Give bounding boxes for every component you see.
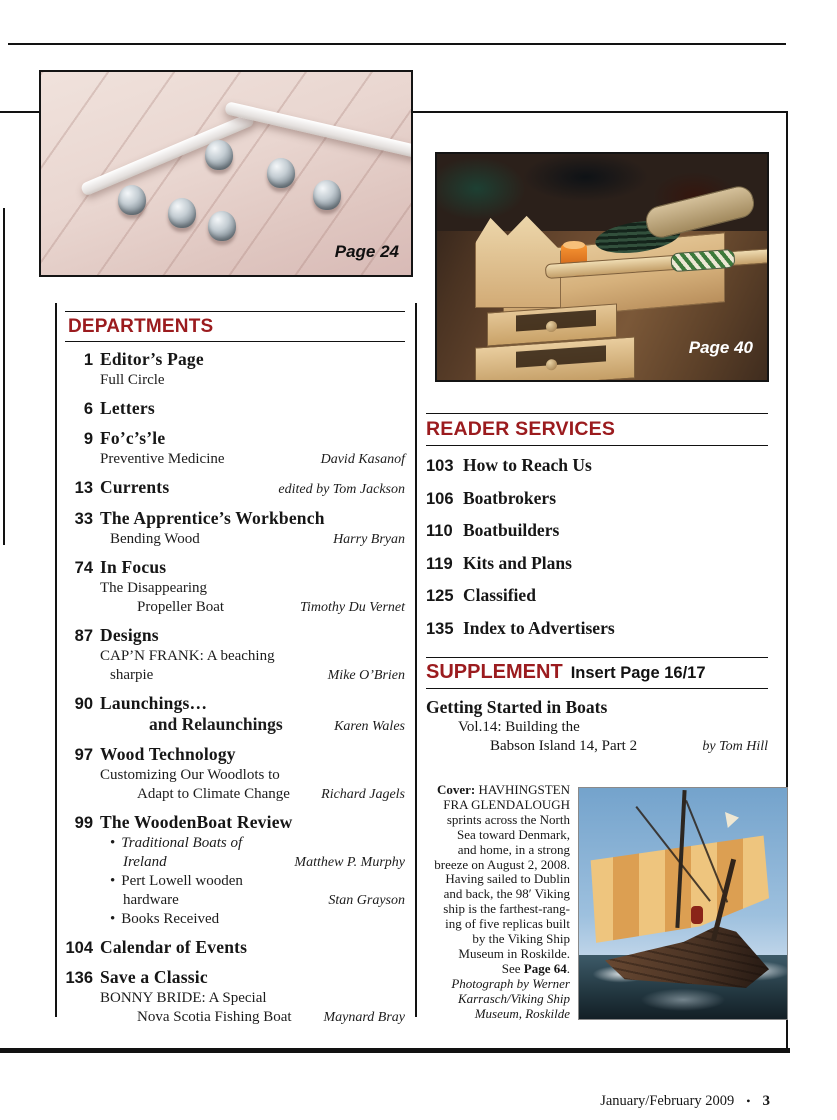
- entry-sublines: [100, 715, 405, 736]
- toc-entry-head: [65, 937, 405, 959]
- entry-subline: [100, 910, 405, 929]
- toc-entry: [65, 967, 405, 1027]
- masthead-flag: [725, 812, 739, 828]
- toc-entry: [65, 349, 405, 390]
- entry-subtitle: Adapt to Climate Change: [137, 786, 290, 802]
- cover-line: FRA GLENDALOUGH: [443, 796, 570, 812]
- entry-title: The WoodenBoat Review: [100, 812, 293, 832]
- toc-entry-head: [65, 557, 405, 579]
- page-footer: [600, 1093, 770, 1110]
- entry-page-number: 135: [426, 619, 454, 638]
- entry-page-number: 1: [83, 351, 93, 369]
- entry-subline: [100, 785, 405, 804]
- supplement-feature-title: Getting Started in Boats: [426, 697, 608, 717]
- toc-entry: [65, 937, 405, 959]
- issue-date: January/February 2009: [600, 1093, 735, 1109]
- entry-page-number: 6: [83, 400, 93, 418]
- entry-sublines: [100, 579, 405, 617]
- entry-title: Designs: [100, 625, 159, 645]
- entry-subtitle: Books Received: [121, 911, 220, 927]
- toc-entry-head: [65, 744, 405, 766]
- entry-subline: [426, 737, 768, 757]
- entry-author: Timothy Du Vernet: [300, 600, 405, 615]
- cover-page-ref: Page 64: [523, 960, 567, 976]
- entry-title: Letters: [100, 398, 155, 418]
- entry-subline: [100, 766, 405, 785]
- entry-sublines: [100, 834, 405, 929]
- page-number: 3: [762, 1093, 770, 1109]
- entry-subline: [100, 579, 405, 598]
- entry-page-number: 74: [74, 559, 93, 577]
- toc-entry-head: [65, 693, 405, 715]
- supplement-section: [417, 657, 788, 756]
- cover-line: breeze on August 2, 2008.: [434, 856, 570, 872]
- acorn-nut: [267, 158, 295, 188]
- supplement-insert-note: Insert Page 16/17: [570, 664, 706, 682]
- entry-sublines: [100, 371, 405, 390]
- departments-section: [55, 303, 417, 1025]
- entry-author: Stan Grayson: [328, 893, 405, 908]
- cover-line: Sea toward Denmark,: [457, 826, 570, 842]
- toc-entry-head: [65, 508, 405, 530]
- cover-credit-line: Museum, Roskilde: [474, 1005, 570, 1021]
- entry-subtitle: Traditional Boats of: [121, 835, 243, 851]
- entry-subtitle: and Relaunchings: [149, 714, 283, 734]
- entry-subline: [100, 666, 405, 685]
- entry-subline: [100, 450, 405, 469]
- bullet-separator-icon: •: [746, 1094, 751, 1108]
- photo-caption-page-24: Page 24: [334, 242, 399, 261]
- cover-text-part: HAVHINGSTEN: [475, 782, 570, 797]
- reader-services-list: [426, 455, 768, 640]
- entry-page-number: 33: [74, 510, 93, 528]
- entry-page-number: 13: [74, 479, 93, 497]
- toc-entry: [426, 553, 768, 575]
- entry-title: Classified: [463, 585, 536, 605]
- acorn-nut: [168, 198, 196, 228]
- entry-title: Editor’s Page: [100, 349, 204, 369]
- entry-subline: [426, 718, 768, 737]
- toc-entry: [426, 618, 768, 640]
- toc-entry: [65, 625, 405, 685]
- toc-entry: [65, 812, 405, 929]
- entry-subline: [100, 598, 405, 617]
- toc-entry: [65, 428, 405, 469]
- entry-sublines: [100, 530, 405, 549]
- entry-page-number: 125: [426, 587, 454, 605]
- entry-subtitle: Full Circle: [100, 372, 165, 388]
- cover-line: Having sailed to Dublin: [445, 871, 570, 887]
- acorn-nut: [205, 140, 233, 170]
- entry-subtitle: Bending Wood: [110, 531, 200, 547]
- entry-subtitle: Preventive Medicine: [100, 451, 225, 467]
- bullet-icon: •: [110, 835, 116, 851]
- entry-subtitle: Ireland: [123, 854, 167, 870]
- drawer-opening: [516, 345, 606, 367]
- supplement-title: SUPPLEMENT: [426, 661, 563, 683]
- toc-entry-head: [65, 477, 405, 500]
- entry-page-number: 103: [426, 457, 454, 475]
- cover-label: Cover:: [437, 782, 476, 797]
- entry-author: Matthew P. Murphy: [294, 855, 405, 870]
- acorn-nut: [118, 185, 146, 215]
- cover-line: [417, 783, 570, 798]
- cover-line: [417, 962, 570, 977]
- left-edge-rule: [3, 208, 5, 545]
- bullet-icon: •: [110, 911, 116, 927]
- entry-subtitle: Customizing Our Woodlots to: [100, 767, 280, 783]
- entry-title: Index to Advertisers: [463, 617, 615, 638]
- entry-page-number: 106: [426, 489, 454, 508]
- frame-bottom-rule: [0, 1048, 790, 1053]
- entry-author: Karen Wales: [334, 719, 405, 734]
- cover-credit-line: Karrasch/Viking Ship: [457, 990, 570, 1006]
- cover-description: [417, 783, 570, 1022]
- entry-author: Richard Jagels: [321, 787, 405, 802]
- entry-subline: [100, 371, 405, 390]
- departments-heading: DEPARTMENTS: [65, 311, 405, 342]
- entry-subline: [100, 715, 405, 736]
- toc-entry: [65, 508, 405, 549]
- entry-subtitle: Pert Lowell wooden: [121, 873, 243, 889]
- entry-sublines: [100, 450, 405, 469]
- rope-wrap: [671, 249, 736, 272]
- cover-line: and home, in a strong: [457, 841, 570, 857]
- cover-line: sprints across the North: [446, 811, 570, 827]
- viking-ship-photo: [578, 787, 788, 1020]
- bullet-icon: •: [110, 873, 116, 889]
- toc-entry: [426, 455, 768, 477]
- toc-entry: [426, 585, 768, 607]
- entry-subline: [100, 853, 405, 872]
- entry-subline: [100, 530, 405, 549]
- cover-line: by the Viking Ship: [472, 931, 570, 947]
- photo-caption-page-40: Page 40: [688, 338, 753, 357]
- entry-sublines: [100, 647, 405, 685]
- top-rule: [8, 43, 786, 45]
- toc-entry-head: [65, 398, 405, 420]
- entry-subtitle: Vol.14: Building the: [458, 719, 580, 735]
- toc-entry: [65, 557, 405, 617]
- cover-text-part: .: [566, 960, 570, 976]
- entry-page-number: 99: [74, 814, 93, 832]
- reader-services-heading: READER SERVICES: [426, 413, 768, 446]
- cover-line: and back, the 98′ Viking: [443, 886, 570, 902]
- drawer-knob: [546, 321, 557, 333]
- entry-author: edited by Tom Jackson: [278, 482, 405, 497]
- entry-title: The Apprentice’s Workbench: [100, 508, 325, 528]
- departments-list: [65, 349, 405, 1027]
- entry-title: Calendar of Events: [100, 937, 248, 957]
- entry-title: Fo’c’s’le: [100, 428, 166, 448]
- entry-page-number: 119: [426, 554, 453, 573]
- cover-line: ing of five replicas built: [445, 916, 570, 932]
- entry-author: Maynard Bray: [323, 1010, 405, 1025]
- entry-subtitle: Propeller Boat: [137, 599, 225, 615]
- entry-subline: [100, 1008, 405, 1027]
- toc-entry: [65, 477, 405, 500]
- entry-subtitle: The Disappearing: [100, 580, 208, 596]
- entry-title: Save a Classic: [100, 967, 208, 987]
- toc-entry-head: [65, 812, 405, 834]
- supplement-heading: [426, 657, 768, 689]
- entry-sublines: [100, 989, 405, 1027]
- entry-author: Mike O’Brien: [327, 668, 405, 683]
- entry-page-number: 87: [74, 627, 93, 645]
- tote-end-panel: [475, 210, 561, 308]
- toc-entry-head: [65, 349, 405, 371]
- entry-subtitle: CAP’N FRANK: A beaching: [100, 648, 275, 664]
- entry-title: How to Reach Us: [463, 455, 592, 475]
- cover-credit-line: Photograph by Werner: [451, 975, 570, 991]
- supplement-rows: [426, 718, 768, 756]
- entry-page-number: 9: [83, 430, 93, 448]
- reader-services-section: [417, 413, 788, 650]
- entry-author: by Tom Hill: [702, 738, 768, 754]
- drawer-knob: [546, 359, 557, 371]
- entry-title: In Focus: [100, 557, 167, 577]
- acorn-nut: [313, 180, 341, 210]
- entry-subtitle: sharpie: [110, 667, 154, 683]
- toc-entry: [65, 398, 405, 420]
- entry-subtitle: BONNY BRIDE: A Special: [100, 990, 267, 1006]
- entry-page-number: 90: [74, 695, 93, 713]
- entry-subline: [100, 647, 405, 666]
- entry-title: Boatbuilders: [463, 520, 560, 540]
- entry-author: David Kasanof: [320, 452, 405, 467]
- entry-subline: [100, 989, 405, 1008]
- toolbox-photo: [435, 152, 769, 382]
- entry-author: Harry Bryan: [333, 532, 405, 547]
- toc-entry-head: [65, 625, 405, 647]
- wooden-tote: [475, 204, 737, 344]
- entry-page-number: 136: [65, 969, 93, 987]
- toc-entry: [65, 744, 405, 804]
- entry-subline: [100, 872, 405, 891]
- entry-subline: [100, 891, 405, 910]
- entry-title: Wood Technology: [100, 744, 236, 764]
- ceiling-fixture-photo: [39, 70, 413, 277]
- toc-entry-head: [65, 428, 405, 450]
- toc-entry: [426, 488, 768, 510]
- entry-title: Boatbrokers: [463, 487, 557, 508]
- crew-figure: [691, 906, 703, 924]
- cover-line: Museum in Roskilde.: [458, 945, 570, 961]
- white-batten: [224, 101, 413, 160]
- entry-title: Currents: [100, 477, 170, 497]
- entry-page-number: 110: [426, 522, 453, 540]
- acorn-nut: [208, 211, 236, 241]
- entry-title: Launchings…: [100, 693, 208, 713]
- toc-entry-head: [65, 967, 405, 989]
- entry-sublines: [100, 766, 405, 804]
- entry-title: Kits and Plans: [463, 552, 572, 573]
- entry-page-number: 97: [74, 746, 93, 764]
- entry-subtitle: Babson Island 14, Part 2: [490, 737, 638, 754]
- entry-page-number: 104: [65, 939, 93, 957]
- toc-entry: [426, 520, 768, 542]
- entry-subtitle: hardware: [123, 892, 179, 908]
- entry-subtitle: Nova Scotia Fishing Boat: [137, 1009, 292, 1025]
- cover-text-part: See: [501, 960, 524, 976]
- cover-line: ship is the farthest-rang-: [443, 901, 570, 917]
- toc-entry: [65, 693, 405, 736]
- entry-subline: [100, 834, 405, 853]
